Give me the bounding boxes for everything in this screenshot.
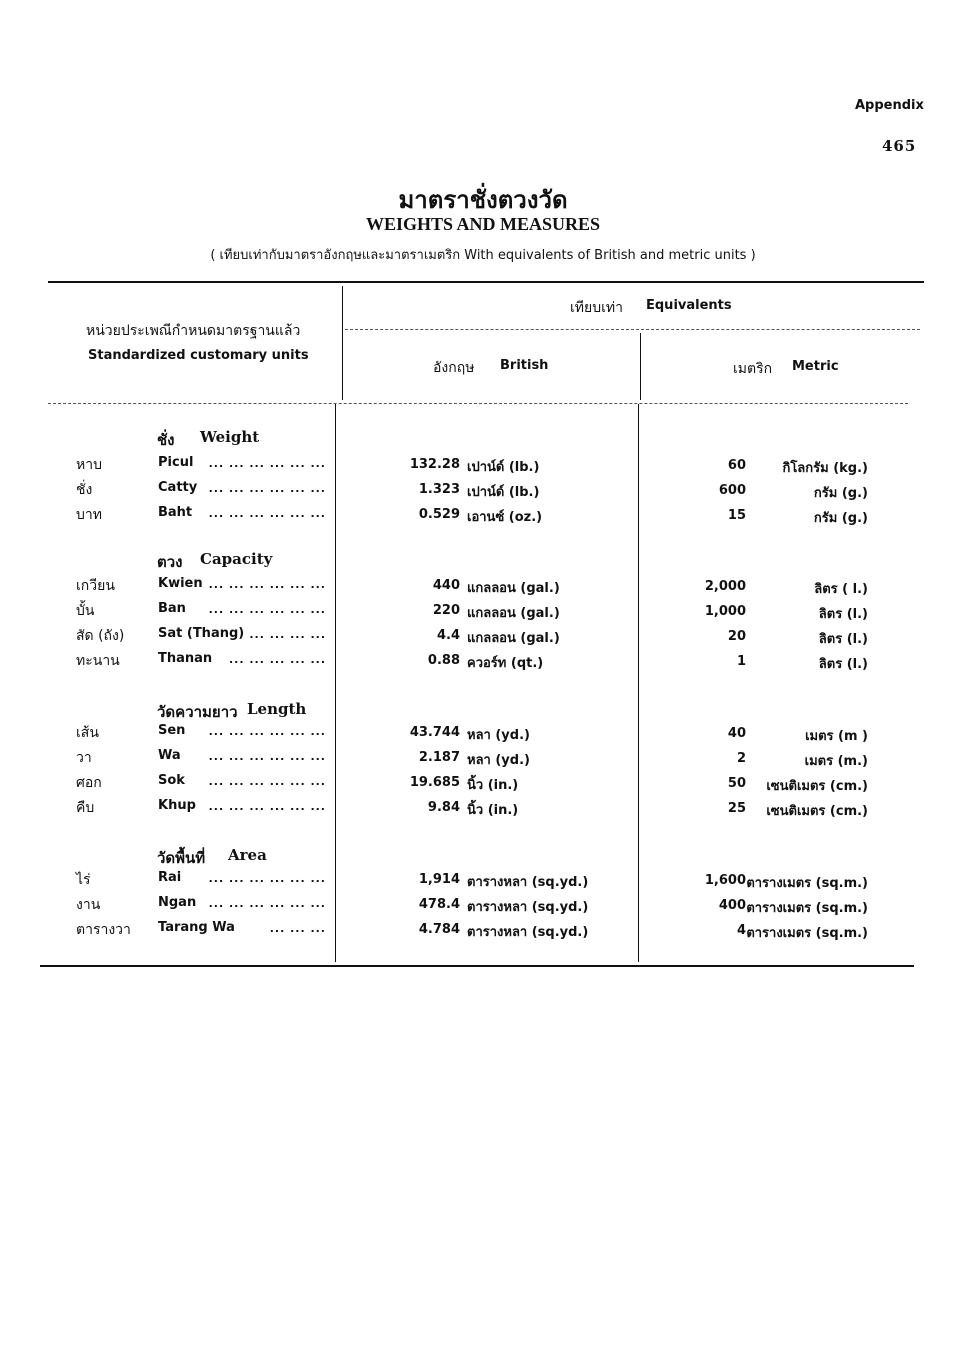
- british-value: 4.784: [418, 922, 460, 937]
- british-unit: เอานซ์ (oz.): [467, 510, 543, 525]
- metric-value: 4: [736, 923, 746, 938]
- british-unit: ตารางหลา (sq.yd.): [467, 925, 589, 940]
- british-value: 0.88: [427, 653, 460, 668]
- unit-thai-name: วา: [76, 750, 92, 766]
- header-bottom-rule: [48, 403, 908, 404]
- british-value: 1.323: [418, 482, 460, 497]
- unit-thai-name: คืบ: [76, 800, 95, 816]
- metric-value: 2,000: [704, 579, 746, 594]
- british-value: 43.744: [409, 725, 460, 740]
- unit-name: Baht: [158, 505, 193, 520]
- british-value: 9.84: [427, 800, 460, 815]
- metric-unit: กรัม (g.): [813, 486, 868, 501]
- british-header: British: [500, 358, 549, 373]
- metric-unit: ลิตร ( l.): [814, 582, 868, 597]
- unit-name: Wa: [158, 748, 181, 763]
- leader-dots: ... ... ... ... ... ...: [208, 872, 326, 885]
- unit-name: Ban: [158, 601, 186, 616]
- leader-dots: ... ... ... ...: [249, 628, 326, 641]
- leader-dots: ... ... ... ... ... ...: [208, 750, 326, 763]
- leader-dots: ... ... ... ... ... ...: [208, 457, 326, 470]
- metric-unit: ลิตร (l.): [818, 607, 868, 622]
- british-unit: ควอร์ท (qt.): [467, 656, 544, 671]
- bottom-rule: [40, 965, 914, 967]
- metric-unit: เมตร (m ): [805, 729, 868, 744]
- metric-unit: ตารางเมตร (sq.m.): [746, 876, 868, 891]
- british-unit: แกลลอน (gal.): [467, 631, 560, 646]
- metric-value: 15: [727, 508, 746, 523]
- unit-thai-name: งาน: [76, 897, 101, 913]
- section-heading: Weight: [200, 428, 260, 446]
- section-heading-thai: ชั่ง: [157, 431, 175, 449]
- british-value: 132.28: [409, 457, 460, 472]
- leader-dots: ... ... ... ... ... ...: [208, 775, 326, 788]
- leader-dots: ... ... ...: [269, 922, 326, 935]
- british-unit: นิ้ว (in.): [467, 778, 519, 793]
- british-unit: หลา (yd.): [467, 728, 530, 743]
- metric-unit: เซนติเมตร (cm.): [766, 779, 868, 794]
- british-header-thai: อังกฤษ: [433, 360, 475, 376]
- leader-dots: ... ... ... ... ... ...: [208, 482, 326, 495]
- british-unit: เปาน์ด์ (lb.): [467, 485, 540, 500]
- unit-name: Catty: [158, 480, 198, 495]
- page-title: WEIGHTS AND MEASURES: [365, 214, 601, 234]
- unit-name: Sok: [158, 773, 185, 788]
- unit-thai-name: หาบ: [76, 457, 102, 473]
- metric-value: 25: [727, 801, 746, 816]
- british-value: 0.529: [418, 507, 460, 522]
- unit-thai-name: บาท: [76, 507, 102, 523]
- unit-thai-name: บั้น: [76, 603, 95, 619]
- metric-unit: กิโลกรัม (kg.): [782, 461, 868, 476]
- leader-dots: ... ... ... ... ... ...: [208, 725, 326, 738]
- leader-dots: ... ... ... ... ... ...: [208, 507, 326, 520]
- metric-unit: เมตร (m.): [804, 754, 868, 769]
- units-header: Standardized customary units: [88, 348, 309, 363]
- unit-name: Sen: [158, 723, 186, 738]
- page-number: 465: [882, 137, 917, 155]
- leader-dots: ... ... ... ... ...: [229, 653, 326, 666]
- unit-thai-name: ศอก: [76, 775, 102, 791]
- appendix-label: Appendix: [855, 98, 924, 113]
- section-heading: Area: [228, 846, 267, 864]
- unit-name: Rai: [158, 870, 182, 885]
- unit-name: Kwien: [158, 576, 203, 591]
- british-value: 1,914: [418, 872, 460, 887]
- unit-thai-name: ไร่: [76, 872, 91, 888]
- unit-name: Tarang Wa: [158, 920, 235, 935]
- unit-thai-name: เกวียน: [76, 578, 115, 594]
- metric-value: 40: [727, 726, 746, 741]
- section-heading-thai: ตวง: [157, 553, 183, 571]
- leader-dots: ... ... ... ... ... ...: [208, 800, 326, 813]
- metric-value: 400: [718, 898, 746, 913]
- column-divider-british-metric: [640, 333, 641, 400]
- metric-value: 600: [718, 483, 746, 498]
- unit-name: Sat (Thang): [158, 626, 245, 641]
- top-rule: [48, 281, 924, 283]
- body-divider-units: [335, 404, 336, 962]
- units-header-thai: หน่วยประเพณีกำหนดมาตรฐานแล้ว: [86, 323, 301, 339]
- metric-value: 20: [727, 629, 746, 644]
- section-heading-thai: วัดความยาว: [157, 703, 238, 721]
- metric-value: 1: [736, 654, 746, 669]
- metric-value: 1,600: [704, 873, 746, 888]
- british-value: 2.187: [418, 750, 460, 765]
- british-value: 440: [432, 578, 460, 593]
- column-divider-units: [342, 286, 343, 400]
- metric-value: 1,000: [704, 604, 746, 619]
- metric-unit: ตารางเมตร (sq.m.): [746, 926, 868, 941]
- british-value: 4.4: [436, 628, 460, 643]
- equivalents-header: Equivalents: [646, 298, 732, 313]
- metric-unit: ลิตร (l.): [818, 657, 868, 672]
- unit-name: Thanan: [158, 651, 213, 666]
- british-unit: หลา (yd.): [467, 753, 530, 768]
- unit-thai-name: เส้น: [76, 725, 99, 741]
- unit-thai-name: สัด (ถัง): [76, 628, 125, 644]
- british-value: 220: [432, 603, 460, 618]
- british-unit: เปาน์ด์ (lb.): [467, 460, 540, 475]
- equivalents-divider: [345, 329, 920, 330]
- leader-dots: ... ... ... ... ... ...: [208, 578, 326, 591]
- leader-dots: ... ... ... ... ... ...: [208, 603, 326, 616]
- metric-unit: กรัม (g.): [813, 511, 868, 526]
- metric-value: 60: [727, 458, 746, 473]
- british-unit: นิ้ว (in.): [467, 803, 519, 818]
- british-value: 478.4: [418, 897, 460, 912]
- unit-name: Picul: [158, 455, 194, 470]
- metric-value: 2: [736, 751, 746, 766]
- section-heading-thai: วัดพื้นที่: [157, 849, 206, 867]
- metric-header: Metric: [792, 359, 839, 374]
- british-unit: ตารางหลา (sq.yd.): [467, 875, 589, 890]
- unit-name: Ngan: [158, 895, 197, 910]
- british-value: 19.685: [409, 775, 460, 790]
- metric-unit: ลิตร (l.): [818, 632, 868, 647]
- page-subtitle: ( เทียบเท่ากับมาตราอังกฤษและมาตราเมตริก With equivalents of British and metric units ): [210, 248, 756, 263]
- unit-thai-name: ตารางวา: [76, 922, 131, 938]
- british-unit: แกลลอน (gal.): [467, 581, 560, 596]
- metric-unit: เซนติเมตร (cm.): [766, 804, 868, 819]
- section-heading: Capacity: [200, 550, 273, 568]
- metric-header-thai: เมตริก: [733, 361, 773, 377]
- unit-thai-name: ชั่ง: [76, 482, 93, 498]
- equivalents-header-thai: เทียบเท่า: [570, 300, 623, 316]
- leader-dots: ... ... ... ... ... ...: [208, 897, 326, 910]
- unit-thai-name: ทะนาน: [76, 653, 120, 669]
- unit-name: Khup: [158, 798, 196, 813]
- british-unit: แกลลอน (gal.): [467, 606, 560, 621]
- body-divider-british-metric: [638, 404, 639, 962]
- page-title-thai: มาตราชั่งตวงวัด: [398, 186, 568, 214]
- metric-value: 50: [727, 776, 746, 791]
- british-unit: ตารางหลา (sq.yd.): [467, 900, 589, 915]
- section-heading: Length: [247, 700, 307, 718]
- metric-unit: ตารางเมตร (sq.m.): [746, 901, 868, 916]
